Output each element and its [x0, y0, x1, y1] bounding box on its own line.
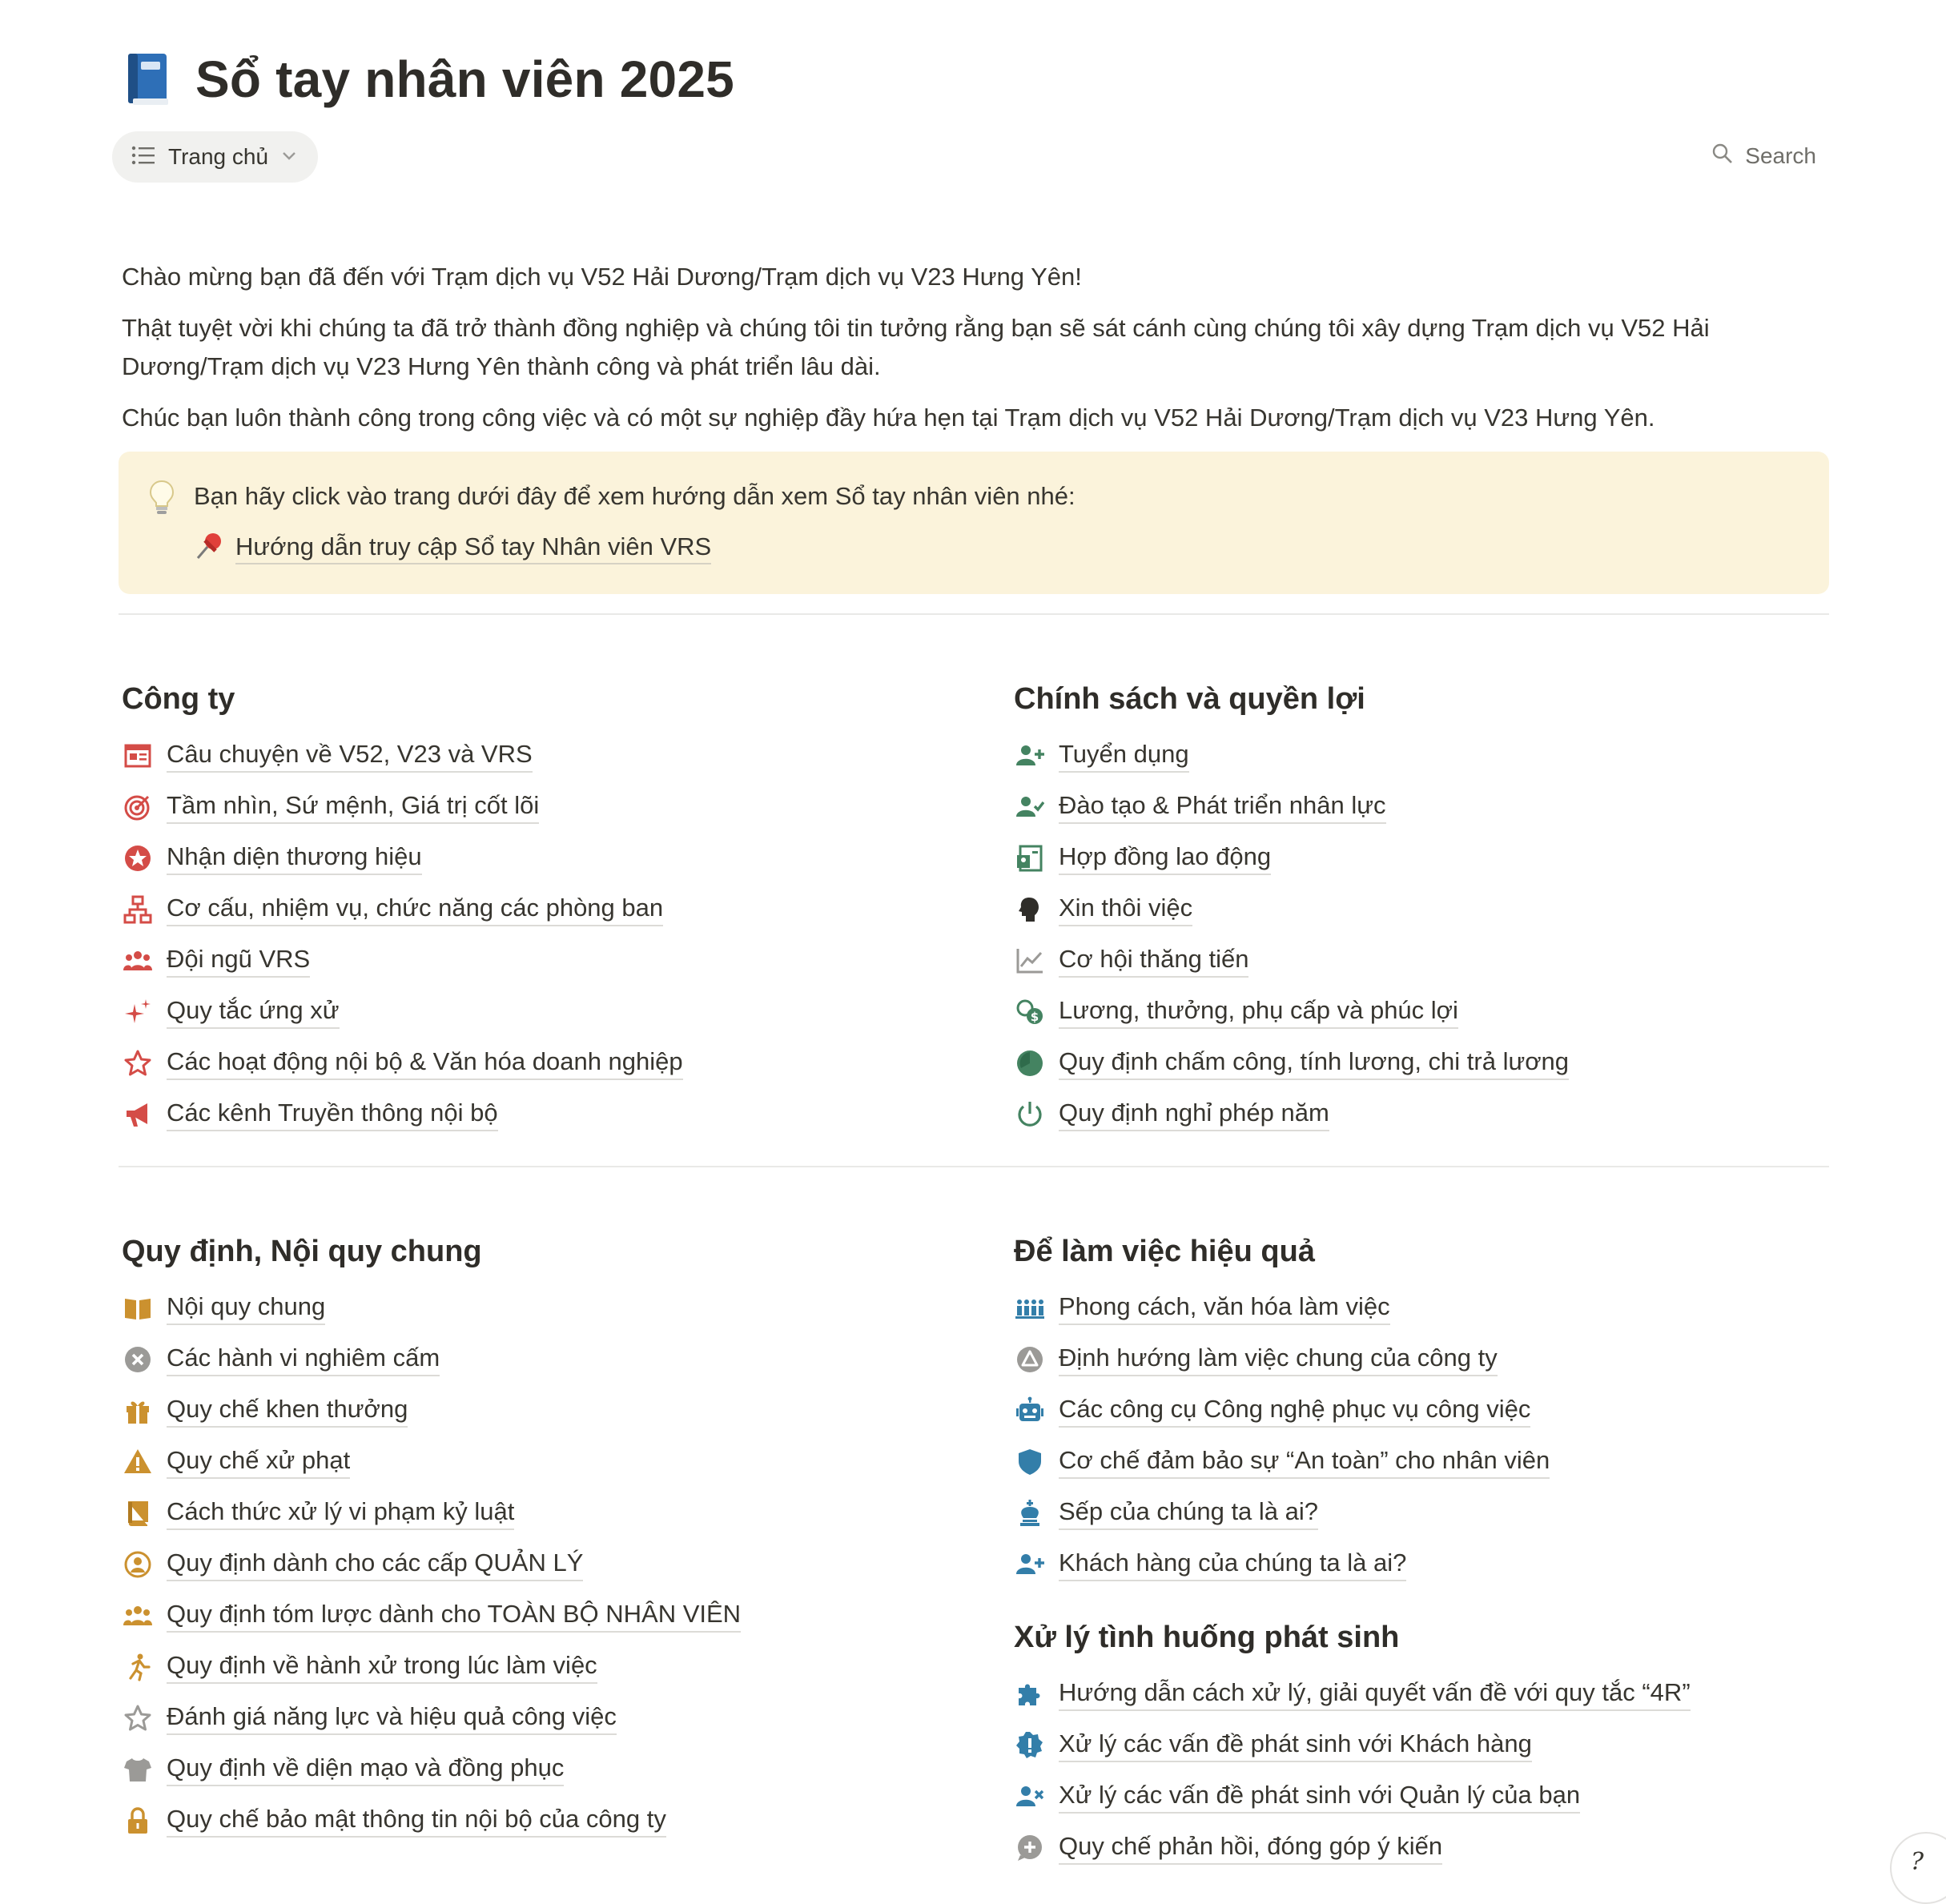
list-item[interactable] — [122, 1089, 683, 1140]
intro-text — [122, 258, 1819, 450]
person-head-icon — [1014, 894, 1046, 926]
intro-paragraph: Chúc bạn luôn thành công trong công việc và có một sự nghiệp đầy hứa hẹn tại Trạm dịch vụ V52 Hải Dương/Trạm dịch vụ V23 Hưng Yên. — [122, 404, 1655, 432]
list-item[interactable] — [1014, 1089, 1569, 1140]
link-text[interactable]: Nhận diện thương hiệu — [167, 842, 422, 875]
page-title: Sổ tay nhân viên 2025 — [195, 50, 734, 108]
alert-badge-icon — [1014, 1729, 1046, 1761]
section-chinh-sach — [1014, 679, 1569, 1140]
list-item[interactable] — [122, 1590, 741, 1641]
list-item[interactable] — [122, 1038, 683, 1089]
list-item[interactable] — [122, 1436, 741, 1488]
link-text[interactable]: Các kênh Truyền thông nội bộ — [167, 1098, 498, 1131]
callout-link[interactable] — [194, 530, 711, 566]
list-item[interactable] — [122, 1334, 741, 1385]
link-text[interactable]: Xử lý các vấn đề phát sinh với Khách hàng — [1059, 1729, 1532, 1762]
meeting-icon — [1014, 1292, 1046, 1324]
power-icon — [1014, 1099, 1046, 1131]
svg-text:$: $ — [1030, 1010, 1039, 1024]
link-text[interactable]: Quy định chấm công, tính lương, chi trả lương — [1059, 1046, 1569, 1080]
group-icon — [122, 945, 154, 977]
link-text[interactable]: Phong cách, văn hóa làm việc — [1059, 1291, 1390, 1325]
list-item[interactable] — [1014, 1822, 1691, 1874]
link-text[interactable]: Quy chế phản hồi, đóng góp ý kiến — [1059, 1831, 1442, 1865]
link-text[interactable]: Tuyển dụng — [1059, 739, 1189, 773]
section-heading: Xử lý tình huống phát sinh — [1014, 1621, 1400, 1654]
list-item[interactable] — [1014, 1038, 1569, 1089]
pushpin-icon — [194, 530, 226, 566]
search-button[interactable] — [1711, 143, 1816, 169]
list-item[interactable] — [1014, 1720, 1691, 1771]
section-lam-viec — [1014, 1231, 1550, 1590]
callout-link-text[interactable]: Hướng dẫn truy cập Sổ tay Nhân viên VRS — [235, 532, 711, 564]
link-text[interactable]: Quy chế khen thưởng — [167, 1394, 408, 1428]
list-item[interactable] — [1014, 1334, 1550, 1385]
section-heading: Quy định, Nội quy chung — [122, 1235, 482, 1268]
user-plus-icon — [1014, 1549, 1046, 1581]
callout-text: Bạn hãy click vào trang dưới đây để xem hướng dẫn xem Sổ tay nhân viên nhé: — [194, 482, 1076, 510]
list-item[interactable] — [1014, 1488, 1550, 1539]
link-text[interactable]: Đào tạo & Phát triển nhân lực — [1059, 790, 1386, 824]
link-text[interactable]: Sếp của chúng ta là ai? — [1059, 1496, 1318, 1530]
link-text[interactable]: Cơ chế đảm bảo sự “An toàn” cho nhân viên — [1059, 1445, 1550, 1479]
star-outline-icon — [122, 1047, 154, 1079]
lock-icon — [122, 1805, 154, 1837]
list-item[interactable] — [122, 986, 683, 1038]
section-heading: Để làm việc hiệu quả — [1014, 1235, 1315, 1268]
lightbulb-icon — [147, 479, 176, 520]
page-title-row — [122, 50, 734, 109]
section-quy-dinh — [122, 1231, 741, 1846]
link-text[interactable]: Quy định về hành xử trong lúc làm việc — [167, 1650, 597, 1684]
list-item[interactable] — [122, 1693, 741, 1744]
list-item[interactable] — [1014, 833, 1569, 884]
triangle-circle-icon — [1014, 1344, 1046, 1376]
list-item[interactable] — [122, 1744, 741, 1795]
help-icon: ? — [1911, 1848, 1924, 1876]
link-text[interactable]: Các công cụ Công nghệ phục vụ công việc — [1059, 1394, 1530, 1428]
list-item[interactable] — [122, 1283, 741, 1334]
star-badge-icon — [122, 842, 154, 874]
star-outline-icon — [122, 1702, 154, 1734]
list-item[interactable] — [122, 1385, 741, 1436]
link-text[interactable]: Các hoạt động nội bộ & Văn hóa doanh nghiệp — [167, 1046, 683, 1080]
section-xu-ly — [1014, 1617, 1691, 1874]
list-item[interactable] — [122, 1641, 741, 1693]
target-icon — [122, 791, 154, 823]
open-book-icon — [122, 1292, 154, 1324]
gift-icon — [122, 1395, 154, 1427]
list-item[interactable] — [1014, 1283, 1550, 1334]
link-text[interactable]: Hướng dẫn cách xử lý, giải quyết vấn đề với quy tắc “4R” — [1059, 1677, 1691, 1711]
nav-label: Trang chủ — [168, 144, 269, 169]
help-button[interactable] — [1890, 1832, 1946, 1904]
warning-icon — [122, 1446, 154, 1478]
link-text[interactable]: Quy định tóm lược dành cho TOÀN BỘ NHÂN VIÊN — [167, 1599, 741, 1633]
intro-paragraph: Chào mừng bạn đã đến với Trạm dịch vụ V52 Hải Dương/Trạm dịch vụ V23 Hưng Yên! — [122, 263, 1082, 291]
link-text[interactable]: Đội ngũ VRS — [167, 944, 310, 978]
list-item[interactable] — [122, 730, 683, 781]
divider — [119, 1166, 1829, 1167]
link-text[interactable]: Lương, thưởng, phụ cấp và phúc lợi — [1059, 995, 1458, 1029]
list-item[interactable] — [122, 1488, 741, 1539]
link-text[interactable]: Khách hàng của chúng ta là ai? — [1059, 1548, 1406, 1581]
list-item[interactable] — [1014, 781, 1569, 833]
chat-plus-icon — [1014, 1832, 1046, 1864]
user-x-icon — [1014, 1781, 1046, 1813]
link-text[interactable]: Xin thôi việc — [1059, 893, 1192, 926]
trend-chart-icon — [1014, 945, 1046, 977]
book-icon — [122, 1497, 154, 1529]
list-item[interactable] — [1014, 1436, 1550, 1488]
intro-paragraph: Thật tuyệt vời khi chúng ta đã trở thành đồng nghiệp và chúng tôi tin tưởng rằng bạn sẽ sát cánh cùng chúng tôi xây dựng Trạm dịch vụ V52 Hải Dương/Trạm dịch vụ V23 Hưng Yên thành công và phát triển lâu dài. — [122, 314, 1710, 380]
link-text[interactable]: Quy định dành cho các cấp QUẢN LÝ — [167, 1548, 583, 1581]
list-icon — [131, 145, 155, 170]
link-text[interactable]: Câu chuyện về V52, V23 và VRS — [167, 739, 533, 773]
section-cong-ty — [122, 679, 683, 1140]
link-text[interactable]: Quy chế xử phạt — [167, 1445, 350, 1479]
newspaper-icon — [122, 740, 154, 772]
link-text[interactable]: Cơ hội thăng tiến — [1059, 944, 1248, 978]
list-item[interactable] — [1014, 1771, 1691, 1822]
blue-book-icon[interactable] — [122, 50, 173, 108]
list-item[interactable] — [122, 1539, 741, 1590]
list-item[interactable] — [122, 833, 683, 884]
search-label: Search — [1745, 143, 1816, 168]
link-text[interactable]: Các hành vi nghiêm cấm — [167, 1343, 440, 1376]
list-item[interactable] — [122, 935, 683, 986]
link-text[interactable]: Quy chế bảo mật thông tin nội bộ của công ty — [167, 1804, 666, 1838]
chevron-down-icon — [281, 150, 297, 165]
user-check-icon — [1014, 791, 1046, 823]
megaphone-icon — [122, 1099, 154, 1131]
robot-icon — [1014, 1395, 1046, 1427]
link-text[interactable]: Tầm nhìn, Sứ mệnh, Giá trị cốt lõi — [167, 790, 539, 824]
divider — [119, 613, 1829, 615]
pie-clock-icon — [1014, 1047, 1046, 1079]
running-icon — [122, 1651, 154, 1683]
user-plus-icon — [1014, 740, 1046, 772]
list-item[interactable] — [122, 884, 683, 935]
list-item[interactable] — [1014, 884, 1569, 935]
list-item[interactable] — [1014, 986, 1569, 1038]
link-text[interactable]: Cách thức xử lý vi phạm kỷ luật — [167, 1496, 514, 1530]
link-text[interactable]: Quy tắc ứng xử — [167, 995, 340, 1029]
puzzle-icon — [1014, 1678, 1046, 1710]
list-item[interactable] — [1014, 730, 1569, 781]
link-text[interactable]: Định hướng làm việc chung của công ty — [1059, 1343, 1498, 1376]
callout-box — [119, 452, 1829, 594]
section-heading: Công ty — [122, 682, 235, 716]
nav-dropdown[interactable] — [112, 131, 318, 183]
link-text[interactable]: Đánh giá năng lực và hiệu quả công việc — [167, 1701, 617, 1735]
list-item[interactable] — [1014, 1385, 1550, 1436]
link-text[interactable]: Xử lý các vấn đề phát sinh với Quản lý của bạn — [1059, 1780, 1580, 1814]
user-circle-icon — [122, 1549, 154, 1581]
contract-icon — [1014, 842, 1046, 874]
link-text[interactable]: Nội quy chung — [167, 1291, 325, 1325]
sparkles-icon — [122, 996, 154, 1028]
search-icon — [1711, 143, 1734, 169]
list-item[interactable] — [1014, 1539, 1550, 1590]
list-item[interactable] — [1014, 935, 1569, 986]
list-item[interactable] — [1014, 1669, 1691, 1720]
shield-icon — [1014, 1446, 1046, 1478]
section-heading: Chính sách và quyền lợi — [1014, 682, 1365, 716]
group-icon — [122, 1600, 154, 1632]
list-item[interactable] — [122, 1795, 741, 1846]
link-text[interactable]: Hợp đồng lao động — [1059, 842, 1271, 875]
x-circle-icon — [122, 1344, 154, 1376]
link-text[interactable]: Quy định nghỉ phép năm — [1059, 1098, 1329, 1131]
shirt-icon — [122, 1753, 154, 1786]
money-icon — [1014, 996, 1046, 1028]
org-chart-icon — [122, 894, 154, 926]
link-text[interactable]: Quy định về diện mạo và đồng phục — [167, 1753, 564, 1786]
chess-king-icon — [1014, 1497, 1046, 1529]
link-text[interactable]: Cơ cấu, nhiệm vụ, chức năng các phòng ban — [167, 893, 663, 926]
list-item[interactable] — [122, 781, 683, 833]
